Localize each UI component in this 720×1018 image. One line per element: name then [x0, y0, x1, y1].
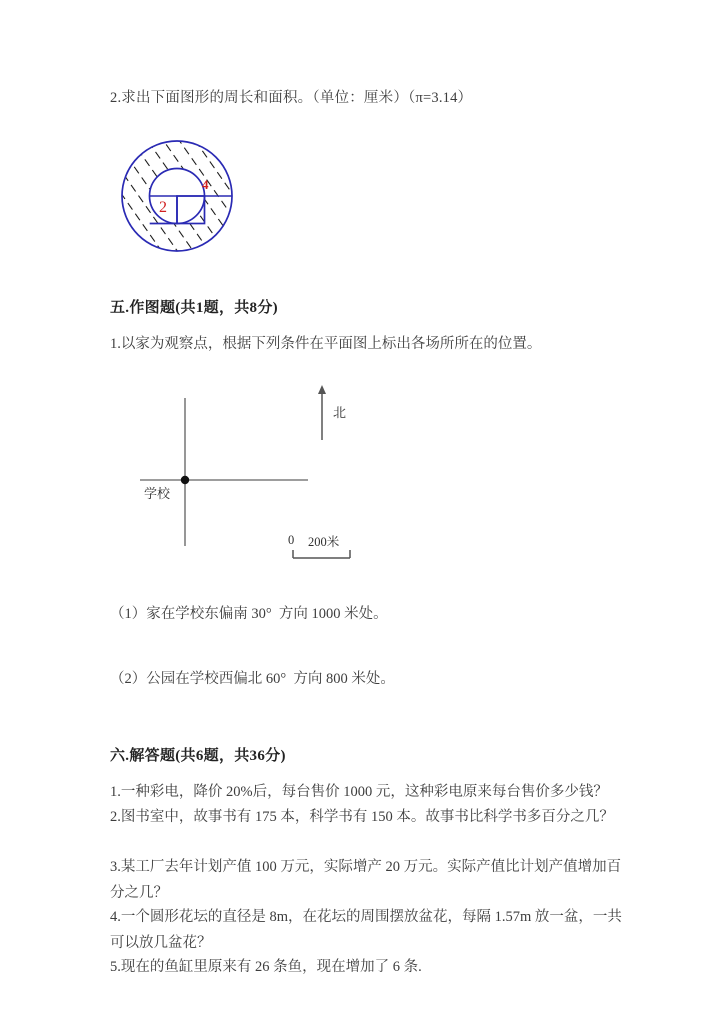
origin-label: 学校 — [144, 486, 171, 501]
inner-radius-label: 2 — [159, 199, 167, 216]
north-label: 北 — [333, 405, 347, 420]
question-2-prompt: 2.求出下面图形的周长和面积。（单位：厘米）（π=3.14） — [110, 90, 473, 106]
origin-dot — [181, 476, 189, 484]
annulus-svg — [112, 136, 248, 260]
section-six-question-4: 4.一个圆形花坛的直径是 8m，在花坛的周围摆放盆花，每隔 1.57m 放一盆，一共可以放几盆花？ — [110, 909, 622, 951]
section-five-question: 1.以家为观察点，根据下列条件在平面图上标出各场所所在的位置。 — [110, 336, 542, 352]
section-five-subitem-2: （2）公园在学校西偏北 60° 方向 800 米处。 — [110, 671, 395, 687]
section-six-question-1: 1.一种彩电，降价 20%后，每台售价 1000 元，这种彩电原来每台售价多少钱？ — [110, 784, 608, 800]
plan-svg — [140, 378, 400, 573]
north-arrow-head — [318, 385, 326, 394]
section-six-question-2: 2.图书室中，故事书有 175 本，科学书有 150 本。故事书比科学书多百分之几？ — [110, 809, 614, 825]
annulus-hatching — [112, 136, 248, 260]
section-six-question-3: 3.某工厂去年计划产值 100 万元，实际增产 20 万元。实际产值比计划产值增加百分之几？ — [110, 859, 622, 901]
section-six-heading: 六.解答题(共6题，共36分) — [110, 748, 286, 764]
outer-radius-label: 4 — [202, 177, 209, 192]
scale-zero-label: 0 — [288, 533, 295, 547]
section-five-subitem-1: （1）家在学校东偏南 30° 方向 1000 米处。 — [110, 606, 388, 622]
scale-value-label: 200米 — [308, 535, 340, 549]
plan-figure — [140, 378, 400, 573]
scale-bar — [293, 550, 350, 558]
section-five-heading: 五.作图题(共1题，共8分) — [110, 300, 278, 316]
circle-figure — [112, 136, 248, 260]
section-six-question-5: 5.现在的鱼缸里原来有 26 条鱼，现在增加了 6 条. — [110, 959, 422, 975]
